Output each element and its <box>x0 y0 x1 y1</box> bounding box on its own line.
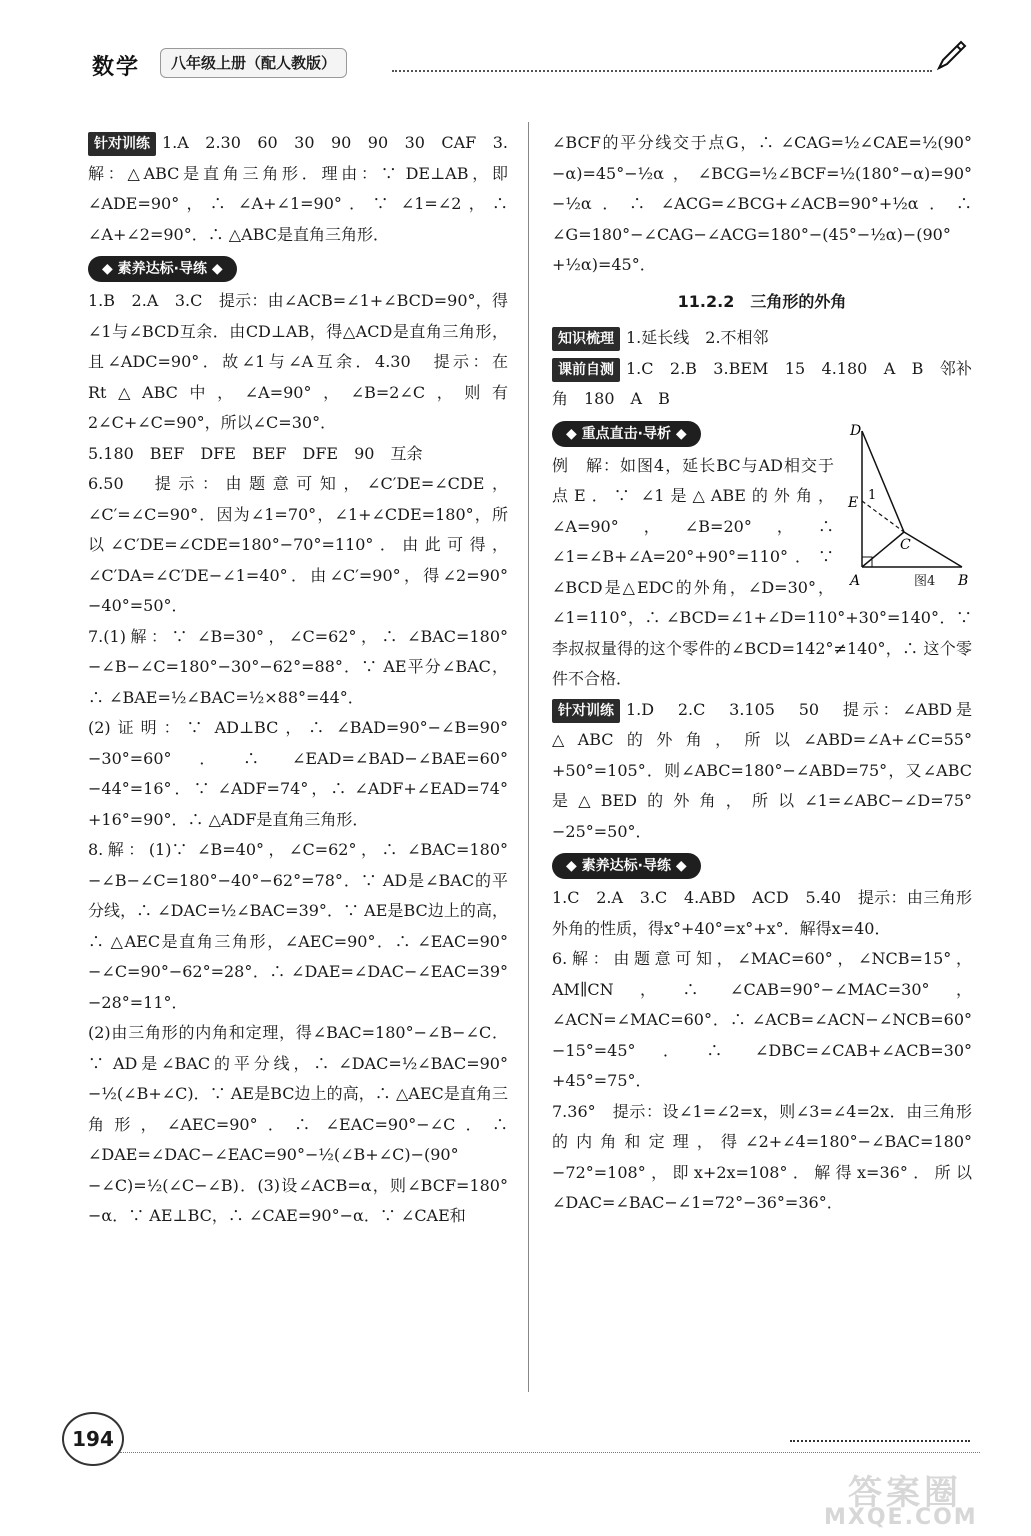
label-A: A <box>850 572 861 589</box>
left-column <box>88 128 508 1232</box>
right-para-8: 7.36° 提示：设∠1=∠2=x，则∠3=∠4=2x．由三角形的内角和定理，得∠2+∠4=180°−∠BAC=180°−72°=108°，即x+2x=108°．解得x=36°．所以∠DAC=∠BAC−∠1=72°−36°=36°． <box>552 1101 972 1212</box>
footer-dotted-line <box>120 1452 980 1453</box>
pretest-tag: 课前自测 <box>552 358 620 382</box>
section-heading-literacy: ◆ 素养达标·导练 ◆ <box>88 256 237 282</box>
right-para-6: 1.C 2.A 3.C 4.ABD ACD 5.40 提示：由三角形外角的性质，得x°+40°=x°+x°．解得x=40． <box>552 888 972 938</box>
pen-icon <box>935 38 969 72</box>
right-para-4: 例 解：如图4，延长BC与AD相交于点E．∵ ∠1是△ABE的外角，∠A=90°，∠B=20°，∴ ∠1=∠B+∠A=20°+90°=110°．∵ ∠BCD是△EDC的外角，∠D=30°，∠1=110°，∴ ∠BCD=∠1+∠D=110°+30°=140°．∵ 李叔叔量得的这个零件的∠BCD=142°≠140°，∴ 这个零件不合格． <box>552 455 972 688</box>
label-E: E <box>848 494 859 511</box>
right-column <box>552 128 972 1219</box>
subject-title: 数学 <box>92 55 141 80</box>
label-D: D <box>850 422 862 439</box>
right-para-3: 课前自测 1.C 2.B 3.BEM 15 4.180 A B 邻补角 180 A B <box>552 358 972 408</box>
right-para-1: ∠BCF的平分线交于点G，∴ ∠CAG=½∠CAE=½(90°−α)=45°−½α，∠BCG=½∠BCF=½(180°−α)=90°−½α．∴ ∠ACG=∠BCG+∠ACB=90°+½α．∴ ∠G=180°−∠CAG−∠ACG=180°−(45°−½α)−(90°+½α)=45°． <box>552 133 972 274</box>
practice-tag-2: 针对训练 <box>552 699 620 723</box>
right-para-2: 知识梳理 1.延长线 2.不相邻 <box>552 323 972 354</box>
figure-4 <box>842 417 972 595</box>
right-para-7: 6.解：由题意可知，∠MAC=60°，∠NCB=15°，AM∥CN，∴ ∠CAB=90°−∠MAC=30°，∠ACN=∠MAC=60°．∴ ∠ACB=∠ACN−∠NCB=60°−15°=45°．∴ ∠DBC=∠CAB+∠ACB=30°+45°=75°． <box>552 949 972 1090</box>
label-C: C <box>900 536 911 553</box>
left-para-3: 5.180 BEF DFE BEF DFE 90 互余 <box>88 443 423 463</box>
knowledge-tag: 知识梳理 <box>552 327 620 351</box>
section-heading-literacy-2: ◆ 素养达标·导练 ◆ <box>552 853 701 879</box>
label-B: B <box>958 572 969 589</box>
page-header <box>0 0 1031 90</box>
left-para-8: (2)由三角形的内角和定理，得∠BAC=180°−∠B−∠C．∵ AD是∠BAC的平分线，∴ ∠DAC=½∠BAC=90°−½(∠B+∠C)．∵ AE是BC边上的高，∴ △AEC是直角三角形，∠AEC=90°．∴ ∠EAC=90°−∠C．∴ ∠DAE=∠DAC−∠EAC=90°−½(∠B+∠C)−(90°−∠C)=½(∠C−∠B)．(3)设∠ACB=α，则∠BCF=180°−α．∵ AE⊥BC，∴ ∠CAE=90°−α．∵ ∠CAE和 <box>88 1023 508 1225</box>
left-para-2: 1.B 2.A 3.C 提示：由∠ACB=∠1+∠BCD=90°，得∠1与∠BCD互余．由CD⊥AB，得△ACD是直角三角形，且∠ADC=90°．故∠1与∠A互余．4.30 提示：在Rt△ABC中，∠A=90°，∠B=2∠C，则有2∠C+∠C=90°，所以∠C=30°． <box>88 291 508 432</box>
practice-tag: 针对训练 <box>88 132 156 156</box>
left-para-1: 针对训练 1.A 2.30 60 30 90 90 30 CAF 3.解：△ABC是直角三角形．理由：∵ DE⊥AB，即∠ADE=90°，∴ ∠A+∠1=90°．∵ ∠1=∠2，∴ ∠A+∠2=90°．∴ △ABC是直角三角形． <box>88 133 508 244</box>
label-angle-1: 1 <box>868 487 877 503</box>
page-number: 194 <box>62 1412 124 1466</box>
left-para-5: 7.(1)解：∵ ∠B=30°，∠C=62°，∴ ∠BAC=180°−∠B−∠C=180°−30°−62°=88°．∵ AE平分∠BAC，∴ ∠BAE=½∠BAC=½×88°=44°． <box>88 626 508 707</box>
watermark-logo: 答案圈 MXQE.COM <box>824 1473 978 1530</box>
left-para-6: (2)证明：∵ AD⊥BC，∴ ∠BAD=90°−∠B=90°−30°=60°．∴ ∠EAD=∠BAD−∠BAE=60°−44°=16°．∵ ∠ADF=74°，∴ ∠ADF+∠EAD=74°+16°=90°．∴ △ADF是直角三角形． <box>88 718 508 829</box>
lesson-subtitle: 11.2.2 三角形的外角 <box>677 291 847 311</box>
triangle-figure <box>842 417 972 595</box>
section-heading-key-points: ◆ 重点直击·导析 ◆ <box>552 421 701 447</box>
book-label: 八年级上册（配人教版） <box>160 48 347 78</box>
left-para-4: 6.50 提示：由题意可知，∠C′DE=∠CDE，∠C′=∠C=90°．因为∠1=70°，∠1+∠CDE=180°，所以∠C′DE=∠CDE=180°−70°=110°．由此可得，∠C′DA=∠C′DE−∠1=40°．由∠C′=90°，得∠2=90°−40°=50°． <box>88 474 508 615</box>
figure-caption: 图4 <box>914 573 936 589</box>
right-para-5: 针对训练 1.D 2.C 3.105 50 提示：∠ABD是△ABC的外角，所以∠ABD=∠A+∠C=55°+50°=105°．则∠ABC=180°−∠ABD=75°，又∠ABC是△BED的外角，所以∠1=∠ABC−∠D=75°−25°=50°． <box>552 699 972 841</box>
column-divider <box>528 122 529 1392</box>
left-para-7: 8.解：(1)∵ ∠B=40°，∠C=62°，∴ ∠BAC=180°−∠B−∠C=180°−40°−62°=78°．∵ AD是∠BAC的平分线，∴ ∠DAC=½∠BAC=39°．∵ AE是BC边上的高，∴ △AEC是直角三角形，∠AEC=90°．∴ ∠EAC=90°−∠C=90°−62°=28°．∴ ∠DAE=∠DAC−∠EAC=39°−28°=11°． <box>88 840 508 1012</box>
footer-dotted-line-short <box>790 1440 970 1442</box>
header-dotted-line <box>392 70 932 72</box>
